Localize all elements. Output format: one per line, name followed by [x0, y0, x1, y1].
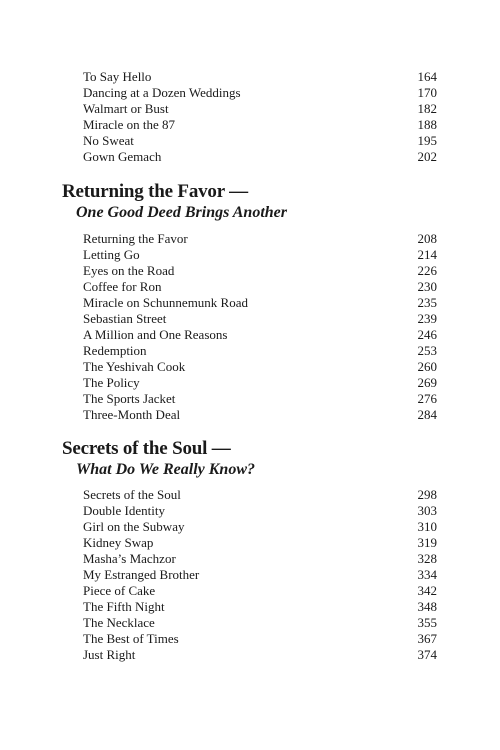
toc-entry	[83, 263, 437, 279]
toc-entry-title: Returning the Favor	[83, 231, 188, 246]
toc-entry	[83, 231, 437, 247]
toc-entry-title: Dancing at a Dozen Weddings	[83, 85, 241, 100]
section-heading-returning-the-favor	[62, 181, 462, 223]
toc-entry-page-number: 310	[417, 519, 437, 534]
toc-entry-page-number: 367	[417, 631, 437, 646]
toc-entry	[83, 647, 437, 663]
toc-entry	[83, 85, 437, 101]
toc-entry-page-number: 195	[417, 133, 437, 148]
toc-entry-title: The Policy	[83, 375, 140, 390]
toc-entry-page-number: 202	[417, 149, 437, 164]
section-heading-secrets-of-the-soul	[62, 438, 462, 480]
toc-entry	[83, 535, 437, 551]
toc-entry-title: Coffee for Ron	[83, 279, 162, 294]
toc-entry-page-number: 188	[417, 117, 437, 132]
toc-entry-page-number: 235	[417, 295, 437, 310]
toc-entry-page-number: 170	[417, 85, 437, 100]
toc-entry	[83, 503, 437, 519]
toc-entry-title: The Sports Jacket	[83, 391, 176, 406]
toc-entry-title: Walmart or Bust	[83, 101, 169, 116]
toc-entry-page-number: 260	[417, 359, 437, 374]
toc-entry-page-number: 208	[417, 231, 437, 246]
toc-entry-title: Just Right	[83, 647, 136, 662]
toc-entry-title: Sebastian Street	[83, 311, 167, 326]
toc-entry-page-number: 182	[417, 101, 437, 116]
toc-entry-title: Girl on the Subway	[83, 519, 185, 534]
toc-entry	[83, 375, 437, 391]
section-title: Returning the Favor —	[62, 181, 248, 202]
toc-entry	[83, 519, 437, 535]
toc-entry-page-number: 348	[417, 599, 437, 614]
section-subtitle: What Do We Really Know?	[76, 461, 255, 478]
toc-entry-title: The Yeshivah Cook	[83, 359, 186, 374]
section-title: Secrets of the Soul —	[62, 438, 231, 459]
toc-entry-title: Miracle on Schunnemunk Road	[83, 295, 248, 310]
toc-entry	[83, 69, 437, 85]
toc-entry-title: Redemption	[83, 343, 147, 358]
toc-entry-page-number: 164	[417, 69, 437, 84]
toc-entry	[83, 631, 437, 647]
toc-entry-page-number: 253	[417, 343, 437, 358]
toc-entry-page-number: 328	[417, 551, 437, 566]
toc-entry-title: Miracle on the 87	[83, 117, 176, 132]
toc-entry-page-number: 276	[417, 391, 437, 406]
toc-entry-page-number: 342	[417, 583, 437, 598]
toc-entry-title: Double Identity	[83, 503, 165, 518]
toc-entry	[83, 407, 437, 423]
toc-entry-page-number: 230	[417, 279, 437, 294]
toc-entry-title: A Million and One Reasons	[83, 327, 228, 342]
toc-entry-page-number: 239	[417, 311, 437, 326]
toc-entry	[83, 359, 437, 375]
toc-entry	[83, 247, 437, 263]
toc-entry	[83, 149, 437, 165]
toc-entry-page-number: 355	[417, 615, 437, 630]
toc-entry	[83, 133, 437, 149]
toc-entry	[83, 391, 437, 407]
toc-entry-title: The Necklace	[83, 615, 155, 630]
toc-entry-page-number: 334	[417, 567, 437, 582]
toc-entry-page-number: 319	[417, 535, 437, 550]
toc-entry-title: Letting Go	[83, 247, 140, 262]
toc-entry	[83, 117, 437, 133]
toc-entry	[83, 551, 437, 567]
toc-entry	[83, 101, 437, 117]
toc-entry-title: Gown Gemach	[83, 149, 162, 164]
toc-entry	[83, 311, 437, 327]
toc-entry	[83, 327, 437, 343]
toc-entry-page-number: 298	[417, 487, 437, 502]
toc-entry-page-number: 246	[417, 327, 437, 342]
toc-entry	[83, 615, 437, 631]
toc-entry-page-number: 374	[417, 647, 437, 662]
toc-entry-title: Secrets of the Soul	[83, 487, 181, 502]
toc-entry	[83, 487, 437, 503]
toc-entry-page-number: 303	[417, 503, 437, 518]
toc-entry-title: Kidney Swap	[83, 535, 154, 550]
toc-entry	[83, 583, 437, 599]
toc-entry	[83, 567, 437, 583]
toc-entry	[83, 295, 437, 311]
section-subtitle: One Good Deed Brings Another	[76, 204, 287, 221]
toc-entry-page-number: 284	[417, 407, 437, 422]
toc-entry-page-number: 269	[417, 375, 437, 390]
toc-entry-title: The Best of Times	[83, 631, 179, 646]
toc-entry-title: Piece of Cake	[83, 583, 156, 598]
toc-entry-page-number: 226	[417, 263, 437, 278]
toc-entries-returning-the-favor	[83, 231, 437, 423]
toc-entry	[83, 343, 437, 359]
toc-entry-title: My Estranged Brother	[83, 567, 200, 582]
toc-entry-title: No Sweat	[83, 133, 134, 148]
toc-entries-continued	[83, 69, 437, 165]
toc-entry-page-number: 214	[417, 247, 437, 262]
toc-entry-title: The Fifth Night	[83, 599, 165, 614]
toc-entry-title: Three-Month Deal	[83, 407, 181, 422]
toc-entry-title: Masha’s Machzor	[83, 551, 176, 566]
toc-entries-secrets-of-the-soul	[83, 487, 437, 663]
toc-entry-title: To Say Hello	[83, 69, 152, 84]
toc-entry	[83, 599, 437, 615]
toc-entry-title: Eyes on the Road	[83, 263, 175, 278]
toc-entry	[83, 279, 437, 295]
